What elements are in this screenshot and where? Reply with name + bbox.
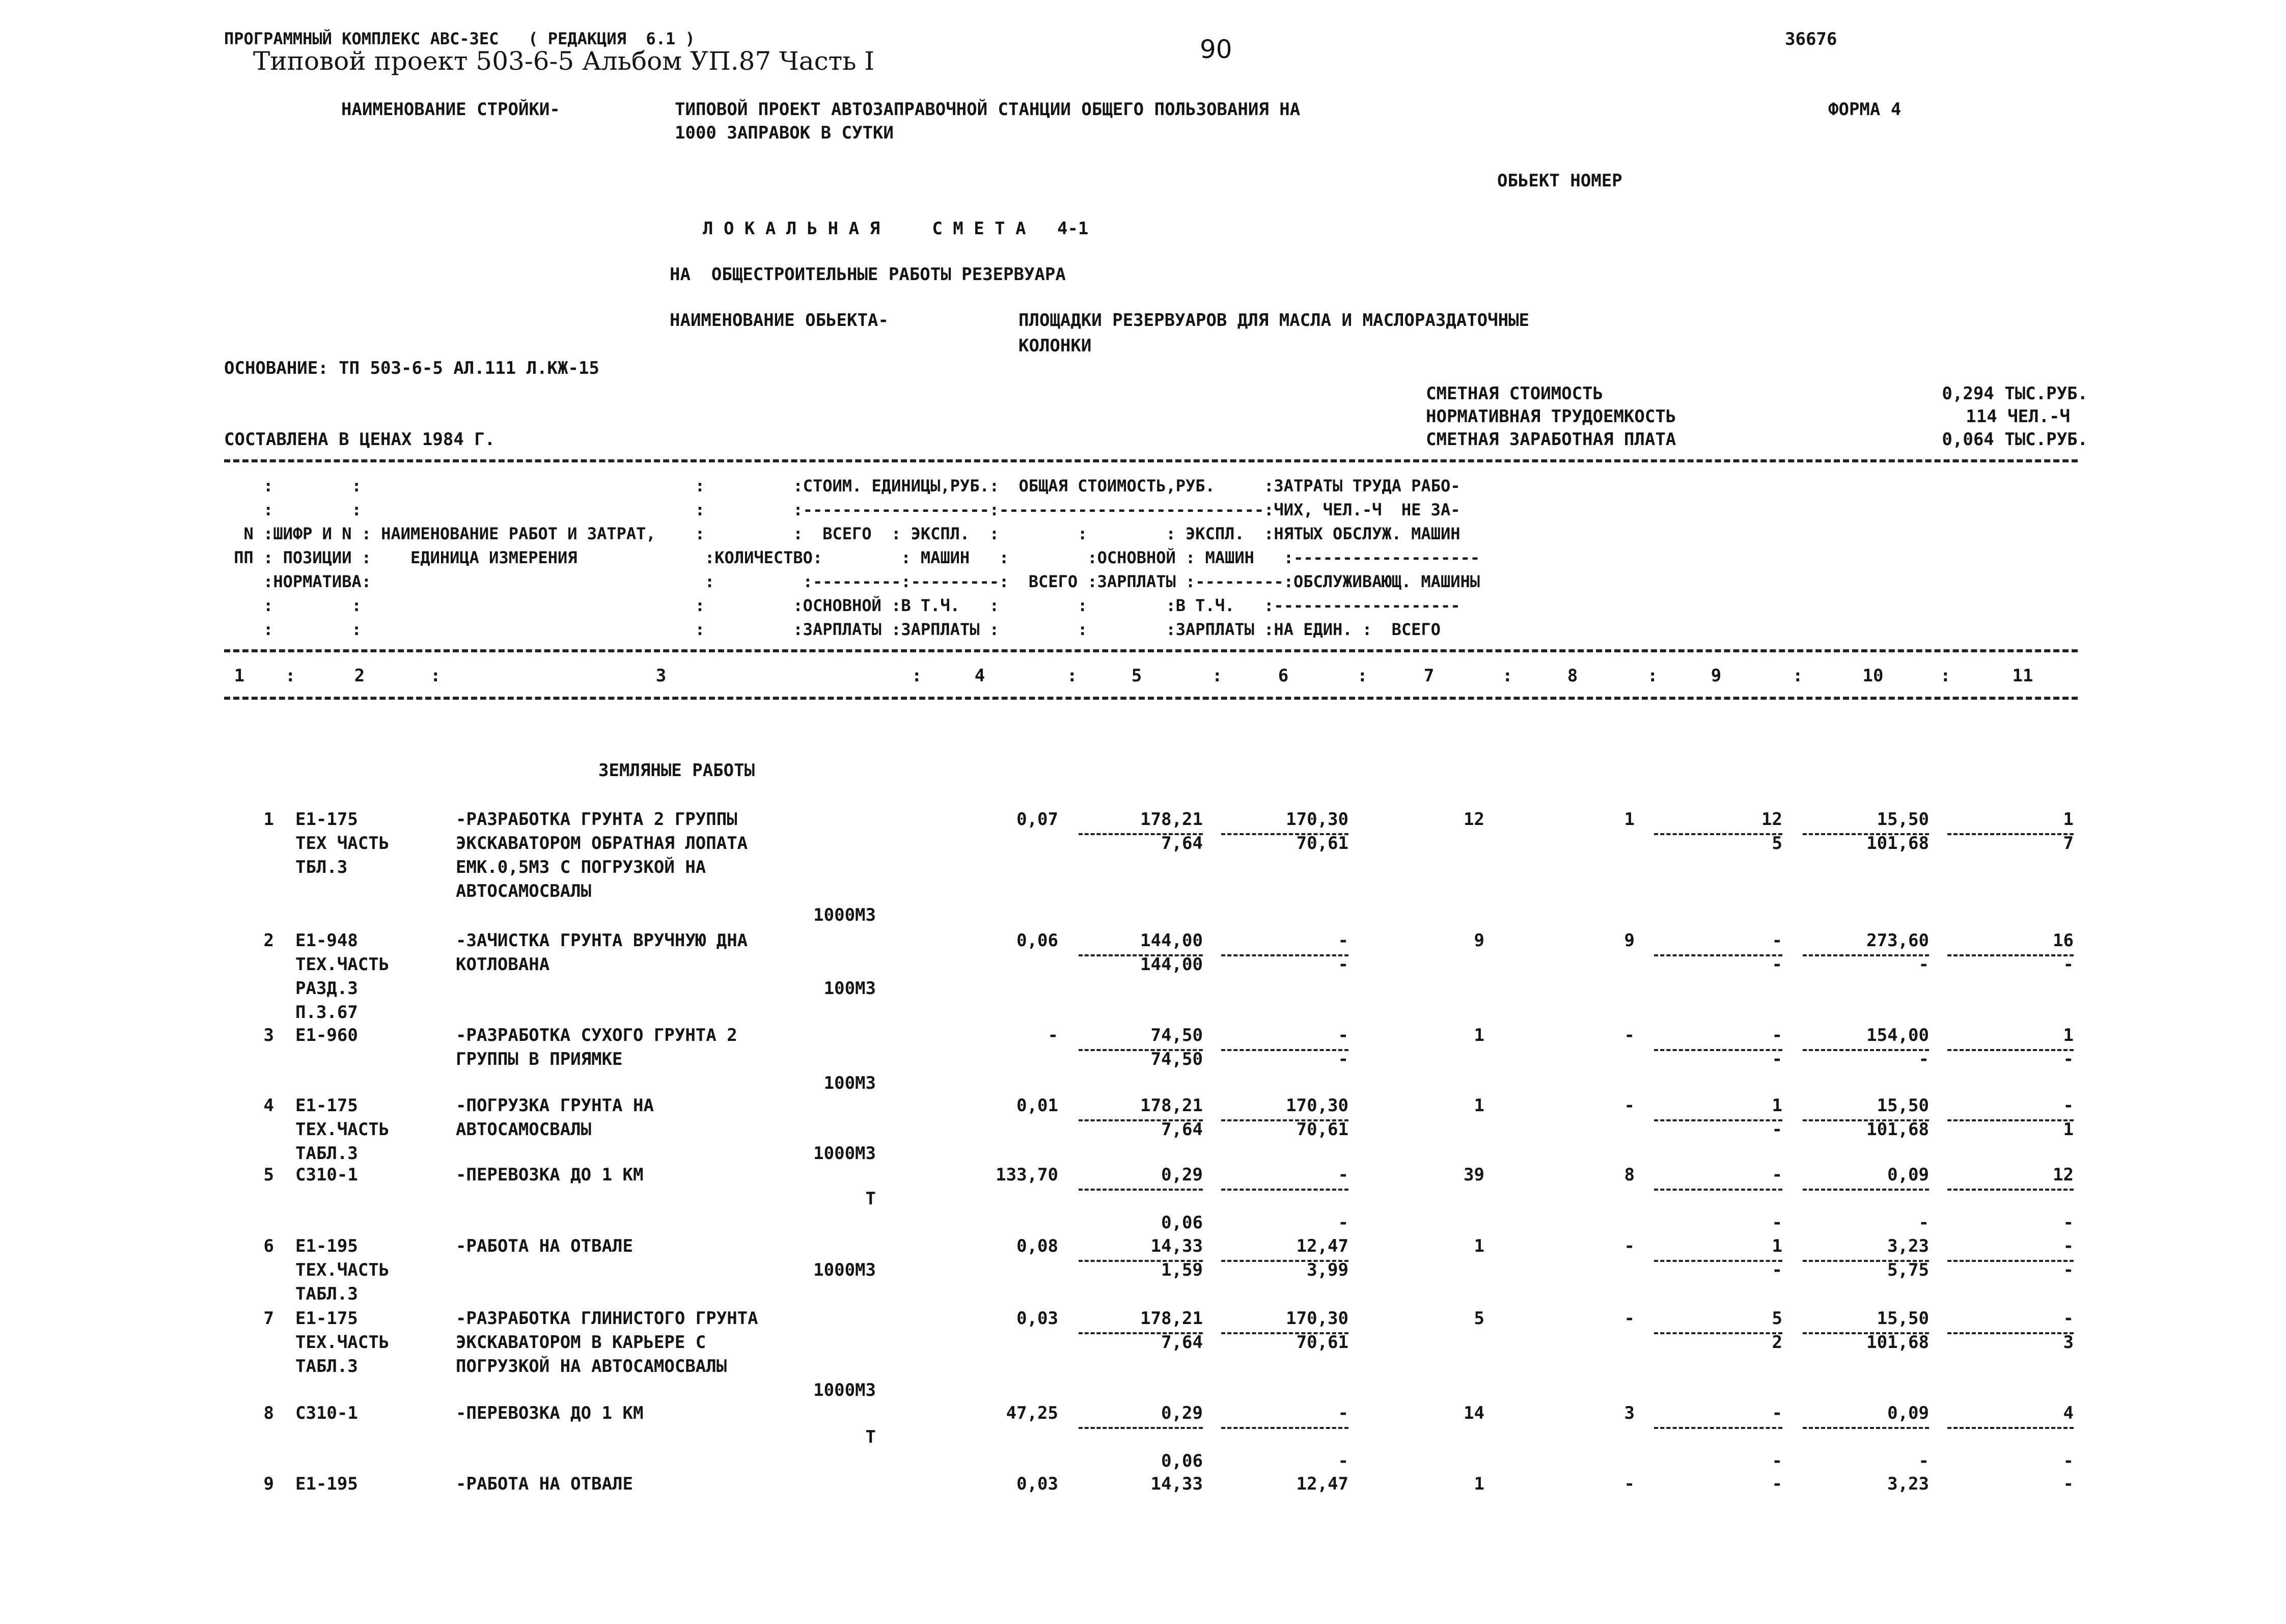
- row-total-machines: 12: [1761, 809, 1782, 830]
- row-labor-machine-total: 3: [2063, 1332, 2074, 1353]
- row-machine-wage-total: -: [1772, 954, 1782, 975]
- row-sub-rule: [1221, 1427, 1348, 1429]
- row-unit-cost-machines: 170,30: [1286, 1308, 1348, 1329]
- page-number: 90: [1200, 35, 1232, 64]
- row-work-name: -ПЕРЕВОЗКА ДО 1 КМ: [456, 1403, 644, 1423]
- row-unit-cost-total: 14,33: [1150, 1474, 1203, 1494]
- row-unit: 1000М3: [813, 905, 876, 925]
- row-total-machines: -: [1772, 1474, 1782, 1494]
- row-machine-wage-total: -: [1772, 1213, 1782, 1233]
- header-line-6: : : : :ОСНОВНОЙ :В Т.Ч. : : :В Т.Ч. :-------------------: [224, 596, 1461, 615]
- row-code-part: ТЕХ.ЧАСТЬ: [295, 1332, 390, 1353]
- row-code-part: ТБЛ.3: [295, 857, 348, 877]
- row-total-cost: 39: [1464, 1165, 1484, 1185]
- estimate-title: Л О К А Л Ь Н А Я С М Е Т А 4-1: [703, 218, 1089, 239]
- row-unit-cost-machines: 12,47: [1296, 1474, 1348, 1494]
- row-labor-machine-total: -: [2063, 1451, 2074, 1471]
- row-quantity: 0,01: [1016, 1095, 1058, 1116]
- row-work-name: АВТОСАМОСВАЛЫ: [456, 1119, 592, 1140]
- column-separator: :: [1793, 666, 1803, 686]
- row-labor-machine-total: 7: [2063, 833, 2074, 854]
- row-total-machines: 1: [1772, 1236, 1782, 1256]
- row-quantity: 0,06: [1016, 930, 1058, 951]
- row-code-part: РАЗД.3: [295, 978, 358, 999]
- row-unit-cost-total: 178,21: [1140, 809, 1203, 830]
- prices-line: СОСТАВЛЕНА В ЦЕНАХ 1984 Г.: [224, 429, 495, 450]
- document-code: 36676: [1785, 29, 1837, 49]
- column-separator: :: [1647, 666, 1658, 686]
- row-work-name: -ПЕРЕВОЗКА ДО 1 КМ: [456, 1165, 644, 1185]
- row-work-name: -РАБОТА НА ОТВАЛЕ: [456, 1236, 633, 1256]
- row-labor-machine-per-unit: -: [1918, 954, 1929, 975]
- row-sub-rule: [1079, 1189, 1203, 1191]
- row-code: Е1-195: [295, 1236, 358, 1256]
- row-unit-cost-total: 178,21: [1140, 1095, 1203, 1116]
- header-line-2: : : : :-------------------:---------------------------:ЧИХ, ЧЕЛ.-Ч НЕ ЗА-: [224, 500, 1461, 519]
- row-work-name: -РАБОТА НА ОТВАЛЕ: [456, 1474, 633, 1494]
- column-separator: :: [1067, 666, 1078, 686]
- header-line-5: :НОРМАТИВА: : :---------:---------: ВСЕГО :ЗАРПЛАТЫ :---------:ОБСЛУЖИВАЮЩ. МАШИНЫ: [224, 572, 1480, 591]
- summary-value-cost: 0,294 ТЫС.РУБ.: [1942, 383, 2088, 404]
- summary-label-labor: НОРМАТИВНАЯ ТРУДОЕМКОСТЬ: [1426, 406, 1676, 427]
- row-unit-cost-total: 178,21: [1140, 1308, 1203, 1329]
- summary-value-labor: 114 ЧЕЛ.-Ч: [1966, 406, 2070, 427]
- row-total-machines: -: [1772, 1403, 1782, 1423]
- column-number-5: 5: [1131, 666, 1142, 686]
- row-unit: 100М3: [823, 978, 876, 999]
- row-labor-machine-per-unit: -: [1918, 1451, 1929, 1471]
- row-labor-total: -: [2063, 1236, 2074, 1256]
- construction-name-line2: 1000 ЗАПРАВОК В СУТКИ: [675, 123, 894, 143]
- column-number-2: 2: [354, 666, 365, 686]
- row-total-cost: 5: [1474, 1308, 1484, 1329]
- row-unit-cost-machines: -: [1338, 1025, 1348, 1045]
- object-number-label: ОБЬЕКТ НОМЕР: [1497, 171, 1622, 191]
- row-labor-machine-per-unit: 101,68: [1866, 833, 1929, 854]
- column-number-10: 10: [1862, 666, 1884, 686]
- header-mid-rule: [224, 649, 2078, 652]
- row-work-name: -РАЗРАБОТКА СУХОГО ГРУНТА 2: [456, 1025, 737, 1045]
- column-number-7: 7: [1423, 666, 1435, 686]
- row-work-name: ПОГРУЗКОЙ НА АВТОСАМОСВАЛЫ: [456, 1356, 727, 1377]
- column-number-9: 9: [1711, 666, 1722, 686]
- row-labor-total: 4: [2063, 1403, 2074, 1423]
- row-labor-per-unit: 154,00: [1866, 1025, 1929, 1045]
- row-total-machines: -: [1772, 930, 1782, 951]
- row-total-cost: 1: [1474, 1025, 1484, 1045]
- row-total-machines: -: [1772, 1025, 1782, 1045]
- header-line-7: : : : :ЗАРПЛАТЫ :ЗАРПЛАТЫ : : :ЗАРПЛАТЫ :НА ЕДИН. : ВСЕГО: [224, 620, 1441, 639]
- row-number: 3: [263, 1025, 274, 1045]
- column-number-6: 6: [1278, 666, 1289, 686]
- row-sub-rule: [1803, 1189, 1929, 1191]
- row-number: 1: [263, 809, 274, 830]
- row-labor-per-unit: 3,23: [1887, 1474, 1929, 1494]
- row-quantity: 133,70: [996, 1165, 1058, 1185]
- row-work-name: ЭКСКАВАТОРОМ ОБРАТНАЯ ЛОПАТА: [456, 833, 748, 854]
- row-number: 2: [263, 930, 274, 951]
- row-labor-per-unit: 15,50: [1877, 809, 1929, 830]
- row-number: 5: [263, 1165, 274, 1185]
- row-unit: 100М3: [823, 1073, 876, 1093]
- row-labor-machine-per-unit: -: [1918, 1049, 1929, 1069]
- row-total-base-wage: 8: [1624, 1165, 1635, 1185]
- row-sub-rule: [1654, 1427, 1782, 1429]
- row-quantity: 0,03: [1016, 1474, 1058, 1494]
- row-quantity: 0,07: [1016, 809, 1058, 830]
- basis-line: ОСНОВАНИЕ: ТП 503-6-5 АЛ.111 Л.КЖ-15: [224, 358, 599, 378]
- row-unit: 1000М3: [813, 1380, 876, 1400]
- row-work-name: ЭКСКАВАТОРОМ В КАРЬЕРЕ С: [456, 1332, 706, 1353]
- row-labor-per-unit: 273,60: [1866, 930, 1929, 951]
- row-labor-machine-total: -: [2063, 1260, 2074, 1280]
- row-labor-machine-per-unit: 101,68: [1866, 1332, 1929, 1353]
- row-total-base-wage: 9: [1624, 930, 1635, 951]
- row-number: 9: [263, 1474, 274, 1494]
- row-unit-cost-total: 74,50: [1150, 1025, 1203, 1045]
- row-unit-cost-total: 0,29: [1161, 1165, 1203, 1185]
- row-code-part: ТАБЛ.3: [295, 1356, 358, 1377]
- column-separator: :: [285, 666, 296, 686]
- row-labor-machine-per-unit: 101,68: [1866, 1119, 1929, 1140]
- header-line-4: ПП : ПОЗИЦИИ : ЕДИНИЦА ИЗМЕРЕНИЯ :КОЛИЧЕСТВО: : МАШИН : :ОСНОВНОЙ : МАШИН :-------------------: [224, 548, 1480, 567]
- row-unit: 1000М3: [813, 1260, 876, 1280]
- row-unit-base-wage: 7,64: [1161, 1119, 1203, 1140]
- row-unit-machine-wage: 70,61: [1296, 1119, 1348, 1140]
- row-code: Е1-960: [295, 1025, 358, 1045]
- column-separator: :: [1940, 666, 1951, 686]
- column-separator: :: [430, 666, 441, 686]
- column-number-11: 11: [2012, 666, 2033, 686]
- row-work-name: -ПОГРУЗКА ГРУНТА НА: [456, 1095, 654, 1116]
- project-title: Типовой проект 503-6-5 Альбом УП.87 Часть I: [253, 46, 875, 76]
- row-unit-machine-wage: -: [1338, 1049, 1348, 1069]
- summary-value-wage: 0,064 ТЫС.РУБ.: [1942, 429, 2088, 450]
- row-code-part: ТЕХ.ЧАСТЬ: [295, 1119, 390, 1140]
- construction-name-line1: ТИПОВОЙ ПРОЕКТ АВТОЗАПРАВОЧНОЙ СТАНЦИИ ОБЩЕГО ПОЛЬЗОВАНИЯ НА: [675, 99, 1301, 120]
- row-labor-per-unit: 15,50: [1877, 1308, 1929, 1329]
- row-sub-rule: [1947, 1189, 2074, 1191]
- row-code: Е1-195: [295, 1474, 358, 1494]
- row-quantity: 0,03: [1016, 1308, 1058, 1329]
- row-work-name: КОТЛОВАНА: [456, 954, 550, 975]
- row-total-machines: 1: [1772, 1095, 1782, 1116]
- row-code: С310-1: [295, 1403, 358, 1423]
- row-sub-rule: [1654, 1189, 1782, 1191]
- row-total-base-wage: 1: [1624, 809, 1635, 830]
- row-code: Е1-175: [295, 1308, 358, 1329]
- row-total-cost: 1: [1474, 1095, 1484, 1116]
- row-unit-machine-wage: -: [1338, 1451, 1348, 1471]
- row-unit-cost-machines: -: [1338, 1165, 1348, 1185]
- row-total-base-wage: 3: [1624, 1403, 1635, 1423]
- row-total-cost: 1: [1474, 1474, 1484, 1494]
- row-total-base-wage: -: [1624, 1308, 1635, 1329]
- object-label: НАИМЕНОВАНИЕ ОБЬЕКТА-: [670, 310, 889, 331]
- row-labor-machine-total: -: [2063, 1049, 2074, 1069]
- row-code-part: ТЕХ.ЧАСТЬ: [295, 1260, 390, 1280]
- row-unit-base-wage: 0,06: [1161, 1213, 1203, 1233]
- row-code: Е1-948: [295, 930, 358, 951]
- row-unit-base-wage: 0,06: [1161, 1451, 1203, 1471]
- row-total-base-wage: -: [1624, 1474, 1635, 1494]
- row-quantity: 47,25: [1006, 1403, 1058, 1423]
- row-work-name: -ЗАЧИСТКА ГРУНТА ВРУЧНУЮ ДНА: [456, 930, 748, 951]
- row-unit-base-wage: 74,50: [1150, 1049, 1203, 1069]
- row-labor-total: -: [2063, 1474, 2074, 1494]
- row-unit-base-wage: 144,00: [1140, 954, 1203, 975]
- row-work-name: АВТОСАМОСВАЛЫ: [456, 881, 592, 901]
- row-machine-wage-total: -: [1772, 1119, 1782, 1140]
- row-unit-cost-machines: -: [1338, 1403, 1348, 1423]
- row-labor-per-unit: 3,23: [1887, 1236, 1929, 1256]
- row-machine-wage-total: 5: [1772, 833, 1782, 854]
- header-top-rule: [224, 459, 2078, 462]
- row-total-machines: 5: [1772, 1308, 1782, 1329]
- row-labor-machine-per-unit: -: [1918, 1213, 1929, 1233]
- row-unit-cost-total: 14,33: [1150, 1236, 1203, 1256]
- row-work-name: -РАЗРАБОТКА ГРУНТА 2 ГРУППЫ: [456, 809, 737, 830]
- section-title: ЗЕМЛЯНЫЕ РАБОТЫ: [598, 760, 755, 781]
- row-unit: Т: [865, 1427, 876, 1447]
- row-labor-total: 12: [2053, 1165, 2074, 1185]
- row-total-machines: -: [1772, 1165, 1782, 1185]
- row-unit: 1000М3: [813, 1143, 876, 1164]
- row-unit-base-wage: 7,64: [1161, 833, 1203, 854]
- row-machine-wage-total: 2: [1772, 1332, 1782, 1353]
- row-sub-rule: [1803, 1427, 1929, 1429]
- row-work-name: ЕМК.0,5М3 С ПОГРУЗКОЙ НА: [456, 857, 706, 877]
- row-sub-rule: [1079, 1427, 1203, 1429]
- column-number-8: 8: [1567, 666, 1578, 686]
- row-unit-machine-wage: 70,61: [1296, 1332, 1348, 1353]
- row-code: Е1-175: [295, 809, 358, 830]
- column-number-1: 1: [234, 666, 245, 686]
- column-separator: :: [1502, 666, 1513, 686]
- row-unit-machine-wage: 3,99: [1307, 1260, 1348, 1280]
- summary-label-cost: СМЕТНАЯ СТОИМОСТЬ: [1426, 383, 1603, 404]
- row-sub-rule: [1947, 1427, 2074, 1429]
- row-unit-cost-machines: 170,30: [1286, 809, 1348, 830]
- row-number: 4: [263, 1095, 274, 1116]
- row-total-base-wage: -: [1624, 1025, 1635, 1045]
- row-number: 6: [263, 1236, 274, 1256]
- row-unit-cost-machines: 170,30: [1286, 1095, 1348, 1116]
- row-unit-cost-machines: -: [1338, 930, 1348, 951]
- row-unit-base-wage: 1,59: [1161, 1260, 1203, 1280]
- column-number-3: 3: [655, 666, 667, 686]
- object-name-line2: КОЛОНКИ: [1018, 336, 1092, 356]
- column-separator: :: [1357, 666, 1368, 686]
- row-code-part: ТЕХ.ЧАСТЬ: [295, 954, 390, 975]
- row-code: Е1-175: [295, 1095, 358, 1116]
- row-labor-total: 16: [2053, 930, 2074, 951]
- row-unit-base-wage: 7,64: [1161, 1332, 1203, 1353]
- column-number-4: 4: [974, 666, 985, 686]
- header-line-3: N :ШИФР И N : НАИМЕНОВАНИЕ РАБОТ И ЗАТРАТ, : : ВСЕГО : ЭКСПЛ. : : : ЭКСПЛ. :НЯТЫХ ОБСЛУЖ. МАШИН: [224, 524, 1461, 543]
- summary-label-wage: СМЕТНАЯ ЗАРАБОТНАЯ ПЛАТА: [1426, 429, 1676, 450]
- row-labor-per-unit: 15,50: [1877, 1095, 1929, 1116]
- column-separator: :: [1212, 666, 1223, 686]
- row-machine-wage-total: -: [1772, 1451, 1782, 1471]
- row-number: 8: [263, 1403, 274, 1423]
- estimate-subtitle: НА ОБЩЕСТРОИТЕЛЬНЫЕ РАБОТЫ РЕЗЕРВУАРА: [670, 264, 1066, 285]
- row-machine-wage-total: -: [1772, 1049, 1782, 1069]
- row-code-part: П.3.67: [295, 1002, 358, 1023]
- row-unit: Т: [865, 1189, 876, 1209]
- header-line-1: : : : :СТОИМ. ЕДИНИЦЫ,РУБ.: ОБЩАЯ СТОИМОСТЬ,РУБ. :ЗАТРАТЫ ТРУДА РАБО-: [224, 476, 1461, 496]
- row-quantity: 0,08: [1016, 1236, 1058, 1256]
- row-sub-rule: [1221, 1189, 1348, 1191]
- row-work-name: -РАЗРАБОТКА ГЛИНИСТОГО ГРУНТА: [456, 1308, 758, 1329]
- row-code: С310-1: [295, 1165, 358, 1185]
- row-labor-per-unit: 0,09: [1887, 1165, 1929, 1185]
- row-unit-cost-total: 144,00: [1140, 930, 1203, 951]
- row-unit-machine-wage: -: [1338, 954, 1348, 975]
- row-unit-machine-wage: 70,61: [1296, 833, 1348, 854]
- row-total-cost: 9: [1474, 930, 1484, 951]
- construction-label: НАИМЕНОВАНИЕ СТРОЙКИ-: [341, 99, 560, 120]
- row-total-cost: 1: [1474, 1236, 1484, 1256]
- row-labor-total: -: [2063, 1095, 2074, 1116]
- form-label: ФОРМА 4: [1828, 99, 1902, 120]
- header-bottom-rule: [224, 697, 2078, 700]
- row-quantity: -: [1048, 1025, 1058, 1045]
- row-labor-machine-total: 1: [2063, 1119, 2074, 1140]
- row-machine-wage-total: -: [1772, 1260, 1782, 1280]
- object-name-line1: ПЛОЩАДКИ РЕЗЕРВУАРОВ ДЛЯ МАСЛА И МАСЛОРАЗДАТОЧНЫЕ: [1018, 310, 1530, 331]
- row-labor-total: 1: [2063, 1025, 2074, 1045]
- row-total-base-wage: -: [1624, 1095, 1635, 1116]
- row-total-cost: 14: [1464, 1403, 1484, 1423]
- row-code-part: ТАБЛ.3: [295, 1284, 358, 1304]
- program-header: ПРОГРАММНЫЙ КОМПЛЕКС АВС-3ЕС ( РЕДАКЦИЯ 6.1 ): [224, 29, 695, 48]
- row-code-part: ТЕХ ЧАСТЬ: [295, 833, 390, 854]
- row-unit-machine-wage: -: [1338, 1213, 1348, 1233]
- row-labor-total: -: [2063, 1308, 2074, 1329]
- row-unit-cost-total: 0,29: [1161, 1403, 1203, 1423]
- row-labor-machine-total: -: [2063, 954, 2074, 975]
- row-code-part: ТАБЛ.3: [295, 1143, 358, 1164]
- row-total-base-wage: -: [1624, 1236, 1635, 1256]
- row-labor-machine-total: -: [2063, 1213, 2074, 1233]
- row-labor-machine-per-unit: 5,75: [1887, 1260, 1929, 1280]
- row-total-cost: 12: [1464, 809, 1484, 830]
- row-work-name: ГРУППЫ В ПРИЯМКЕ: [456, 1049, 623, 1069]
- row-labor-per-unit: 0,09: [1887, 1403, 1929, 1423]
- row-unit-cost-machines: 12,47: [1296, 1236, 1348, 1256]
- column-separator: :: [912, 666, 922, 686]
- row-labor-total: 1: [2063, 809, 2074, 830]
- row-number: 7: [263, 1308, 274, 1329]
